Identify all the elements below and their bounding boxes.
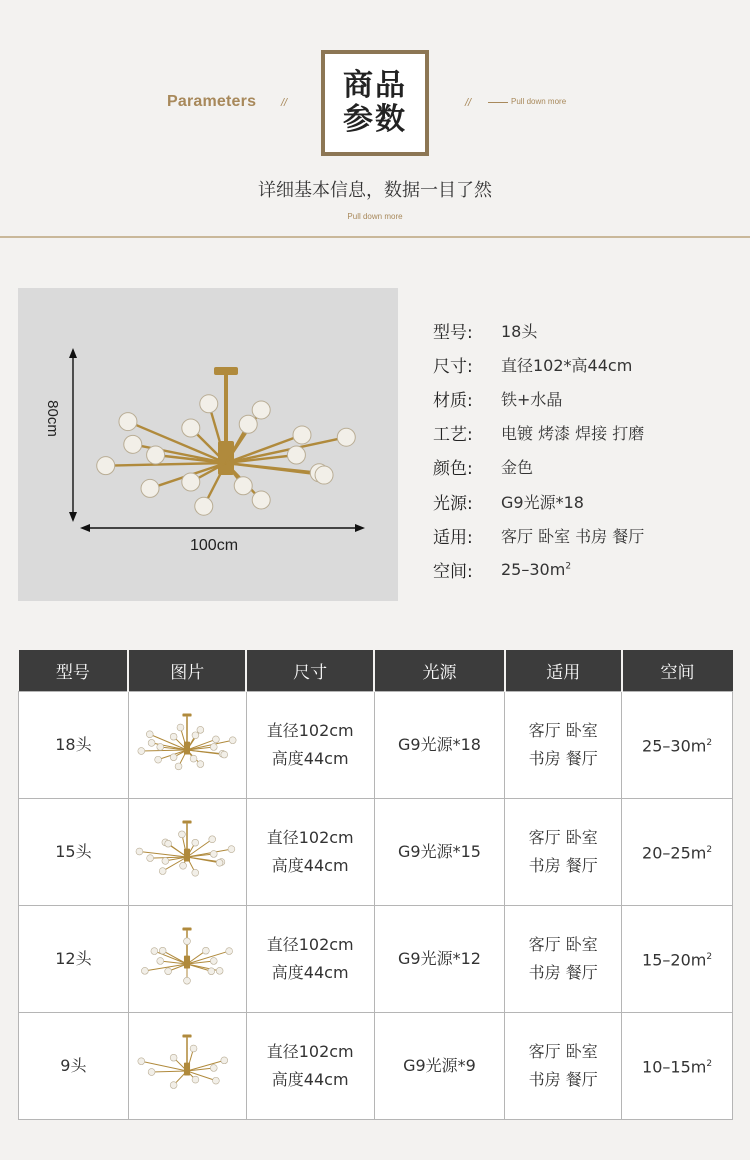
glass-shade <box>157 958 164 965</box>
cell-image <box>128 691 246 798</box>
spec-key: 光源: <box>433 493 473 514</box>
slash-right: // <box>465 97 472 109</box>
arrow-head-left <box>80 524 90 532</box>
glass-shade <box>138 1058 145 1065</box>
cell-use <box>505 798 622 905</box>
glass-shade <box>97 457 115 475</box>
spec-row <box>433 416 733 450</box>
spec-key: 型号: <box>433 322 473 343</box>
cell-size <box>246 691 374 798</box>
table-row <box>19 905 733 1012</box>
col-header-space: 空间 <box>622 650 733 691</box>
arm <box>152 1071 187 1072</box>
spec-value: 铁+水晶 <box>501 389 563 409</box>
glass-shade <box>155 756 162 763</box>
arm <box>142 1061 188 1071</box>
spec-list <box>433 313 733 587</box>
glass-shade <box>252 491 270 509</box>
glass-shade <box>200 395 218 413</box>
slash-left: // <box>281 97 288 109</box>
glass-shade <box>287 446 305 464</box>
glass-shade <box>337 428 355 446</box>
spec-value: 直径102*高44cm <box>501 355 633 375</box>
size-diameter: 直径102cm <box>266 934 354 954</box>
spec-key: 颜色: <box>433 459 473 480</box>
glass-shade <box>147 855 154 862</box>
glass-shade <box>170 754 177 761</box>
space-value: 15–20m <box>642 950 707 970</box>
glass-shade <box>124 435 142 453</box>
glass-shade <box>148 1069 155 1076</box>
spec-row <box>433 347 733 381</box>
page-title-line1: 商品 <box>343 68 407 103</box>
cell-use <box>505 1012 622 1119</box>
spec-value: 客厅 卧室 书房 餐厅 <box>501 526 645 546</box>
cell-size <box>246 1012 374 1119</box>
glass-shade <box>170 1082 177 1089</box>
glass-shade <box>226 948 233 955</box>
glass-shade <box>211 744 218 751</box>
use-line2: 书房 餐厅 <box>528 1069 598 1089</box>
chandelier-thumbnail <box>129 692 245 788</box>
glass-shade <box>221 751 228 758</box>
glass-shade <box>119 413 137 431</box>
arrow-head-up <box>69 348 77 358</box>
cell-light: G9光源*18 <box>374 691 505 798</box>
spec-key: 工艺: <box>433 425 473 446</box>
col-header-size: 尺寸 <box>246 650 374 691</box>
spec-key: 尺寸: <box>433 356 473 377</box>
arm <box>187 857 220 863</box>
rod <box>224 375 228 445</box>
arrow-head-right <box>355 524 365 532</box>
glass-shade <box>151 948 158 955</box>
glass-shade <box>165 968 172 975</box>
size-height: 高度44cm <box>271 962 349 982</box>
spec-row <box>433 381 733 415</box>
glass-shade <box>216 859 223 866</box>
table-row <box>19 1012 733 1119</box>
glass-shade <box>142 967 149 974</box>
cell-light: G9光源*12 <box>374 905 505 1012</box>
canopy <box>183 821 192 824</box>
cell-size <box>246 798 374 905</box>
spec-value: 18头 <box>501 321 538 341</box>
spec-value: G9光源*18 <box>501 492 584 512</box>
size-diameter: 直径102cm <box>266 1041 354 1061</box>
chandelier-thumbnail <box>129 906 245 1002</box>
space-value: 20–25m <box>642 843 707 863</box>
cell-light: G9光源*15 <box>374 798 505 905</box>
glass-shade <box>136 848 143 855</box>
use-line2: 书房 餐厅 <box>528 962 598 982</box>
canopy <box>214 367 238 375</box>
col-header-light: 光源 <box>374 650 505 691</box>
glass-shade <box>190 755 197 762</box>
spec-row <box>433 450 733 484</box>
spec-space-value: 25–30m <box>501 559 566 579</box>
glass-shade <box>293 426 311 444</box>
spec-row <box>433 552 733 586</box>
space-value: 10–15m <box>642 1057 707 1077</box>
glass-shade <box>184 977 191 984</box>
glass-shade <box>315 466 333 484</box>
table-header-row <box>19 650 733 691</box>
subtitle: 详细基本信息，数据一目了然 <box>258 180 492 201</box>
glass-shade <box>192 1076 199 1083</box>
glass-shade <box>182 473 200 491</box>
glass-shade <box>192 839 199 846</box>
arm <box>187 964 211 971</box>
glass-shade <box>192 869 199 876</box>
pull-down-hint-right: Pull down more <box>511 97 567 106</box>
spec-value: 金色 <box>501 458 534 478</box>
glass-shade <box>147 731 154 738</box>
arm <box>187 1060 224 1071</box>
size-height: 高度44cm <box>271 748 349 768</box>
cell-image <box>128 1012 246 1119</box>
use-line1: 客厅 卧室 <box>528 720 598 740</box>
use-line2: 书房 餐厅 <box>528 748 598 768</box>
size-height: 高度44cm <box>271 855 349 875</box>
decor-line <box>488 102 508 103</box>
col-header-use: 适用 <box>505 650 622 691</box>
glass-shade <box>203 947 210 954</box>
cell-use <box>505 905 622 1012</box>
cell-size <box>246 905 374 1012</box>
canopy <box>183 714 192 717</box>
size-diameter: 直径102cm <box>266 827 354 847</box>
title-box <box>321 50 429 156</box>
superscript-2: 2 <box>706 737 713 748</box>
glass-shade <box>180 862 187 869</box>
glass-shade <box>213 736 220 743</box>
cell-space <box>622 1012 733 1119</box>
glass-shade <box>234 477 252 495</box>
cell-model: 18头 <box>19 691 129 798</box>
col-header-image: 图片 <box>128 650 246 691</box>
glass-shade <box>162 858 169 865</box>
chandelier-thumbnail <box>129 799 245 895</box>
glass-shade <box>165 840 172 847</box>
glass-shade <box>252 401 270 419</box>
rod <box>187 717 189 744</box>
glass-shade <box>175 763 182 770</box>
use-line1: 客厅 卧室 <box>528 934 598 954</box>
spec-value <box>501 560 571 579</box>
glass-shade <box>195 497 213 515</box>
rod <box>187 824 189 851</box>
glass-shade <box>213 1077 220 1084</box>
glass-shade <box>170 733 177 740</box>
glass-shade <box>192 732 199 739</box>
use-line1: 客厅 卧室 <box>528 827 598 847</box>
model-table <box>18 650 733 1120</box>
glass-shade <box>160 868 167 875</box>
glass-shade <box>170 1054 177 1061</box>
spec-key: 空间: <box>433 561 473 582</box>
use-line2: 书房 餐厅 <box>528 855 598 875</box>
arm <box>187 849 231 857</box>
glass-shade <box>197 726 204 733</box>
glass-shade <box>228 846 235 853</box>
table-row <box>19 691 733 798</box>
arrow-head-down <box>69 512 77 522</box>
canopy <box>183 1035 192 1038</box>
header-section <box>0 0 750 238</box>
glass-shade <box>209 836 216 843</box>
glass-shade <box>160 947 167 954</box>
rod <box>187 1038 189 1065</box>
glass-shade <box>148 739 155 746</box>
spec-key: 材质: <box>433 390 473 411</box>
glass-shade <box>197 761 204 768</box>
cell-model: 15头 <box>19 798 129 905</box>
pull-down-hint-center: Pull down more <box>347 212 403 221</box>
glass-shade <box>216 967 223 974</box>
size-diameter: 直径102cm <box>266 720 354 740</box>
glass-shade <box>230 737 237 744</box>
parameters-heading: Parameters <box>167 93 257 110</box>
glass-shade <box>138 748 145 755</box>
cell-model: 12头 <box>19 905 129 1012</box>
header-divider <box>0 236 750 238</box>
height-dimension-label: 80cm <box>43 400 61 437</box>
glass-shade <box>179 831 186 838</box>
arm <box>106 463 226 466</box>
glass-shade <box>211 958 218 965</box>
arm <box>226 463 324 475</box>
glass-shade <box>211 1065 218 1072</box>
spec-row <box>433 313 733 347</box>
cell-image <box>128 905 246 1012</box>
glass-shade <box>177 724 184 731</box>
cell-space <box>622 691 733 798</box>
space-value: 25–30m <box>642 736 707 756</box>
page-title-line2: 参数 <box>343 102 407 137</box>
page-title <box>343 69 407 137</box>
arm <box>187 750 224 755</box>
glass-shade <box>141 479 159 497</box>
glass-shade <box>221 1057 228 1064</box>
use-line1: 客厅 卧室 <box>528 1041 598 1061</box>
spec-row <box>433 518 733 552</box>
superscript-2: 2 <box>706 951 713 962</box>
spec-value: 电镀 烤漆 焊接 打磨 <box>501 424 645 444</box>
glass-shade <box>147 446 165 464</box>
glass-shade <box>182 419 200 437</box>
cell-light: G9光源*9 <box>374 1012 505 1119</box>
superscript-2: 2 <box>706 1058 713 1069</box>
table-row <box>19 798 733 905</box>
cell-image <box>128 798 246 905</box>
superscript-2: 2 <box>565 561 572 572</box>
width-dimension-label: 100cm <box>190 537 239 554</box>
size-height: 高度44cm <box>271 1069 349 1089</box>
spec-key: 适用: <box>433 527 473 548</box>
glass-shade <box>239 415 257 433</box>
glass-shade <box>184 938 191 945</box>
glass-shade <box>208 968 215 975</box>
chandelier-thumbnail <box>129 1013 245 1109</box>
glass-shade <box>190 1045 197 1052</box>
cell-model: 9头 <box>19 1012 129 1119</box>
superscript-2: 2 <box>706 844 713 855</box>
cell-space <box>622 798 733 905</box>
cell-space <box>622 905 733 1012</box>
cell-use <box>505 691 622 798</box>
glass-shade <box>211 851 218 858</box>
glass-shade <box>157 744 164 751</box>
canopy <box>183 928 192 931</box>
spec-row <box>433 484 733 518</box>
col-header-model: 型号 <box>19 650 129 691</box>
arm <box>142 750 188 751</box>
